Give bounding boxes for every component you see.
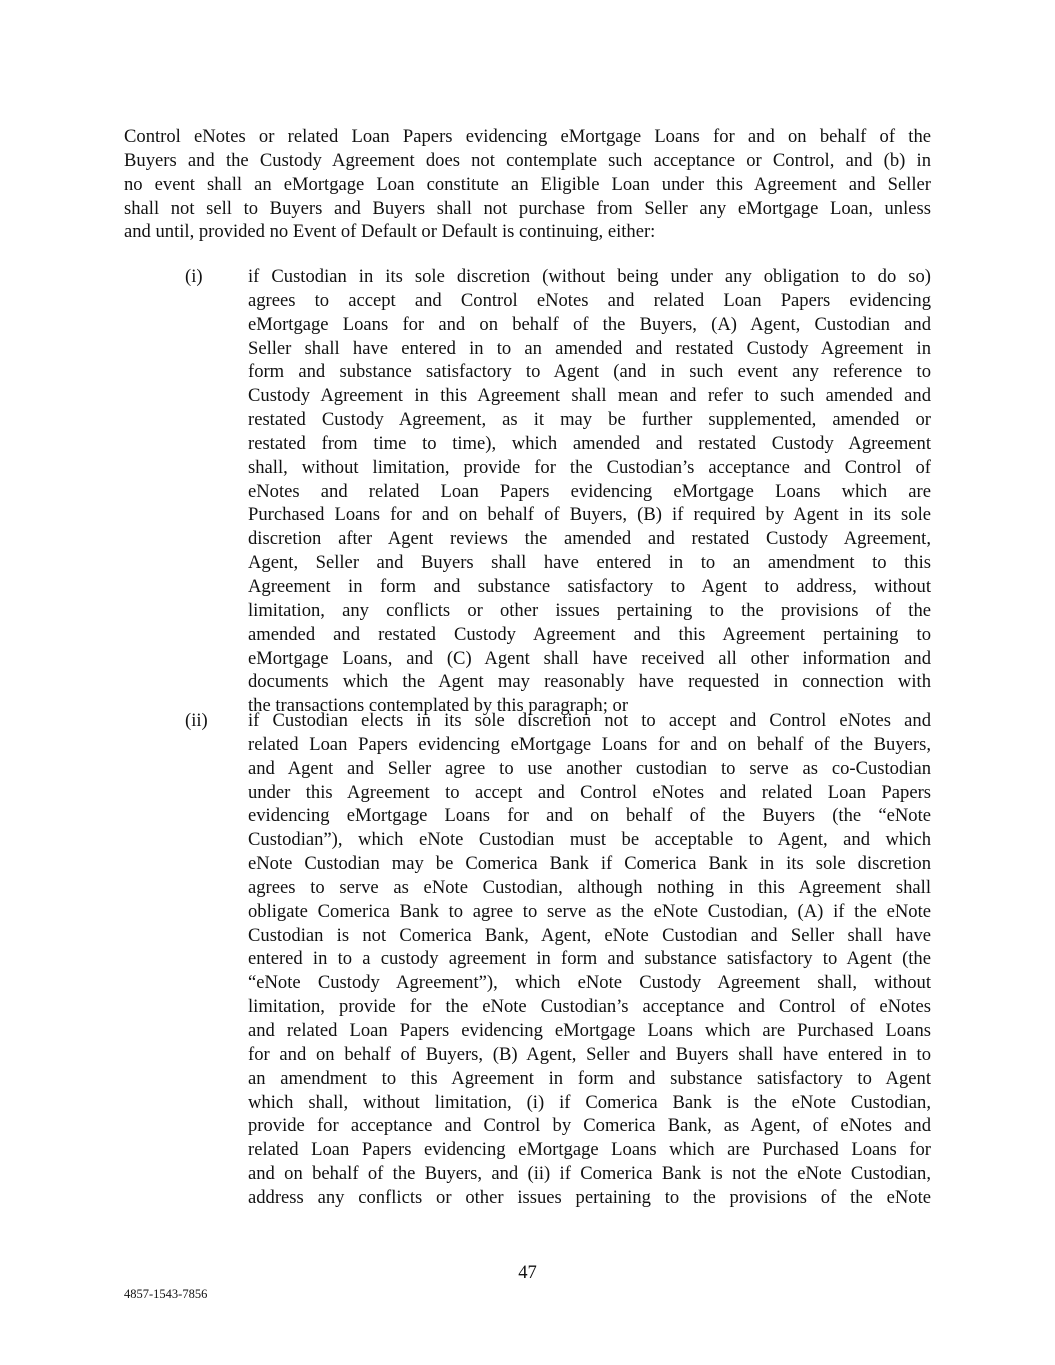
item-ii-line: entered in to a custody agreement in form and substance satisfactory to Agent (the xyxy=(248,948,931,970)
item-ii-label: (ii) xyxy=(185,710,208,731)
item-ii-line: which shall, without limitation, (i) if Comerica Bank is the eNote Custodian, xyxy=(248,1091,931,1113)
item-ii-line: an amendment to this Agreement in form and substance satisfactory to Agent xyxy=(248,1067,931,1089)
item-ii-line: related Loan Papers evidencing eMortgage Loans which are Purchased Loans for xyxy=(248,1139,931,1161)
item-ii-line: Custodian”), which eNote Custodian must be acceptable to Agent, and which xyxy=(248,829,931,851)
item-ii-line: eNote Custodian may be Comerica Bank if Comerica Bank in its sole discretion xyxy=(248,853,931,875)
item-ii-line: obligate Comerica Bank to agree to serve as the eNote Custodian, (A) if the eNote xyxy=(248,900,931,922)
item-i-line: Agreement in form and substance satisfactory to Agent to address, without xyxy=(248,575,931,597)
item-ii-line: agrees to serve as eNote Custodian, although nothing in this Agreement shall xyxy=(248,876,931,898)
item-i-body xyxy=(248,265,931,718)
item-i-line: if Custodian in its sole discretion (without being under any obligation to do so) xyxy=(248,266,931,287)
item-ii-line: and related Loan Papers evidencing eMortgage Loans which are Purchased Loans xyxy=(248,1019,931,1041)
item-i-line: documents which the Agent may reasonably have requested in connection with xyxy=(248,671,931,693)
item-ii-line: for and on behalf of Buyers, (B) Agent, Seller and Buyers shall have entered in to xyxy=(248,1043,931,1065)
intro-line: shall not sell to Buyers and Buyers shall not purchase from Seller any eMortgage Loan, unless xyxy=(124,197,931,219)
item-i-line: eMortgage Loans for and on behalf of the Buyers, (A) Agent, Custodian and xyxy=(248,313,931,335)
item-ii-line: if Custodian elects in its sole discretion not to accept and Control eNotes and xyxy=(248,710,931,731)
item-i-line: eNotes and related Loan Papers evidencing eMortgage Loans which are xyxy=(248,480,931,502)
item-i-line: discretion after Agent reviews the amended and restated Custody Agreement, xyxy=(248,528,931,550)
item-ii-line: address any conflicts or other issues pertaining to the provisions of the eNote xyxy=(248,1186,931,1208)
item-i-line: amended and restated Custody Agreement and this Agreement pertaining to xyxy=(248,623,931,645)
item-ii-line: and on behalf of the Buyers, and (ii) if Comerica Bank is not the eNote Custodian, xyxy=(248,1163,931,1185)
intro-line: no event shall an eMortgage Loan constitute an Eligible Loan under this Agreement and Seller xyxy=(124,173,931,195)
item-i-line: Agent, Seller and Buyers shall have entered in to an amendment to this xyxy=(248,552,931,574)
item-i-line: restated Custody Agreement, as it may be further supplemented, amended or xyxy=(248,409,931,431)
item-ii-line: related Loan Papers evidencing eMortgage Loans for and on behalf of the Buyers, xyxy=(248,733,931,755)
item-ii-line: and Agent and Seller agree to use another custodian to serve as co-Custodian xyxy=(248,757,931,779)
item-ii-line: evidencing eMortgage Loans for and on behalf of the Buyers (the “eNote xyxy=(248,805,931,827)
item-i-line: agrees to accept and Control eNotes and related Loan Papers evidencing xyxy=(248,289,931,311)
item-i-line: Custody Agreement in this Agreement shall mean and refer to such amended and xyxy=(248,385,931,407)
item-i-line: the transactions contemplated by this paragraph; or xyxy=(248,695,629,717)
item-ii-line: under this Agreement to accept and Control eNotes and related Loan Papers xyxy=(248,781,931,803)
intro-line: Buyers and the Custody Agreement does not contemplate such acceptance or Control, and (b) in xyxy=(124,149,931,171)
item-i-line: Purchased Loans for and on behalf of Buyers, (B) if required by Agent in its sole xyxy=(248,504,931,526)
page-number: 47 xyxy=(518,1262,537,1283)
intro-line: Control eNotes or related Loan Papers evidencing eMortgage Loans for and on behalf of the xyxy=(124,126,931,147)
item-i-line: form and substance satisfactory to Agent (and in such event any reference to xyxy=(248,361,931,383)
item-ii-line: provide for acceptance and Control by Comerica Bank, as Agent, of eNotes and xyxy=(248,1115,931,1137)
item-ii-line: Custodian is not Comerica Bank, Agent, eNote Custodian and Seller shall have xyxy=(248,924,931,946)
item-i-line: eMortgage Loans, and (C) Agent shall have received all other information and xyxy=(248,647,931,669)
item-i-line: Seller shall have entered in to an amended and restated Custody Agreement in xyxy=(248,337,931,359)
item-i-label: (i) xyxy=(185,266,203,287)
item-ii-line: “eNote Custody Agreement”), which eNote Custody Agreement shall, without xyxy=(248,972,931,994)
item-ii-body xyxy=(248,709,931,1210)
document-id: 4857-1543-7856 xyxy=(124,1287,208,1301)
item-i-line: limitation, any conflicts or other issues pertaining to the provisions of the xyxy=(248,599,931,621)
intro-paragraph xyxy=(124,125,931,244)
item-i-line: restated from time to time), which amended and restated Custody Agreement xyxy=(248,432,931,454)
intro-line: and until, provided no Event of Default or Default is continuing, either: xyxy=(124,221,656,243)
item-ii-line: limitation, provide for the eNote Custodian’s acceptance and Control of eNotes xyxy=(248,996,931,1018)
item-i-line: shall, without limitation, provide for the Custodian’s acceptance and Control of xyxy=(248,456,931,478)
